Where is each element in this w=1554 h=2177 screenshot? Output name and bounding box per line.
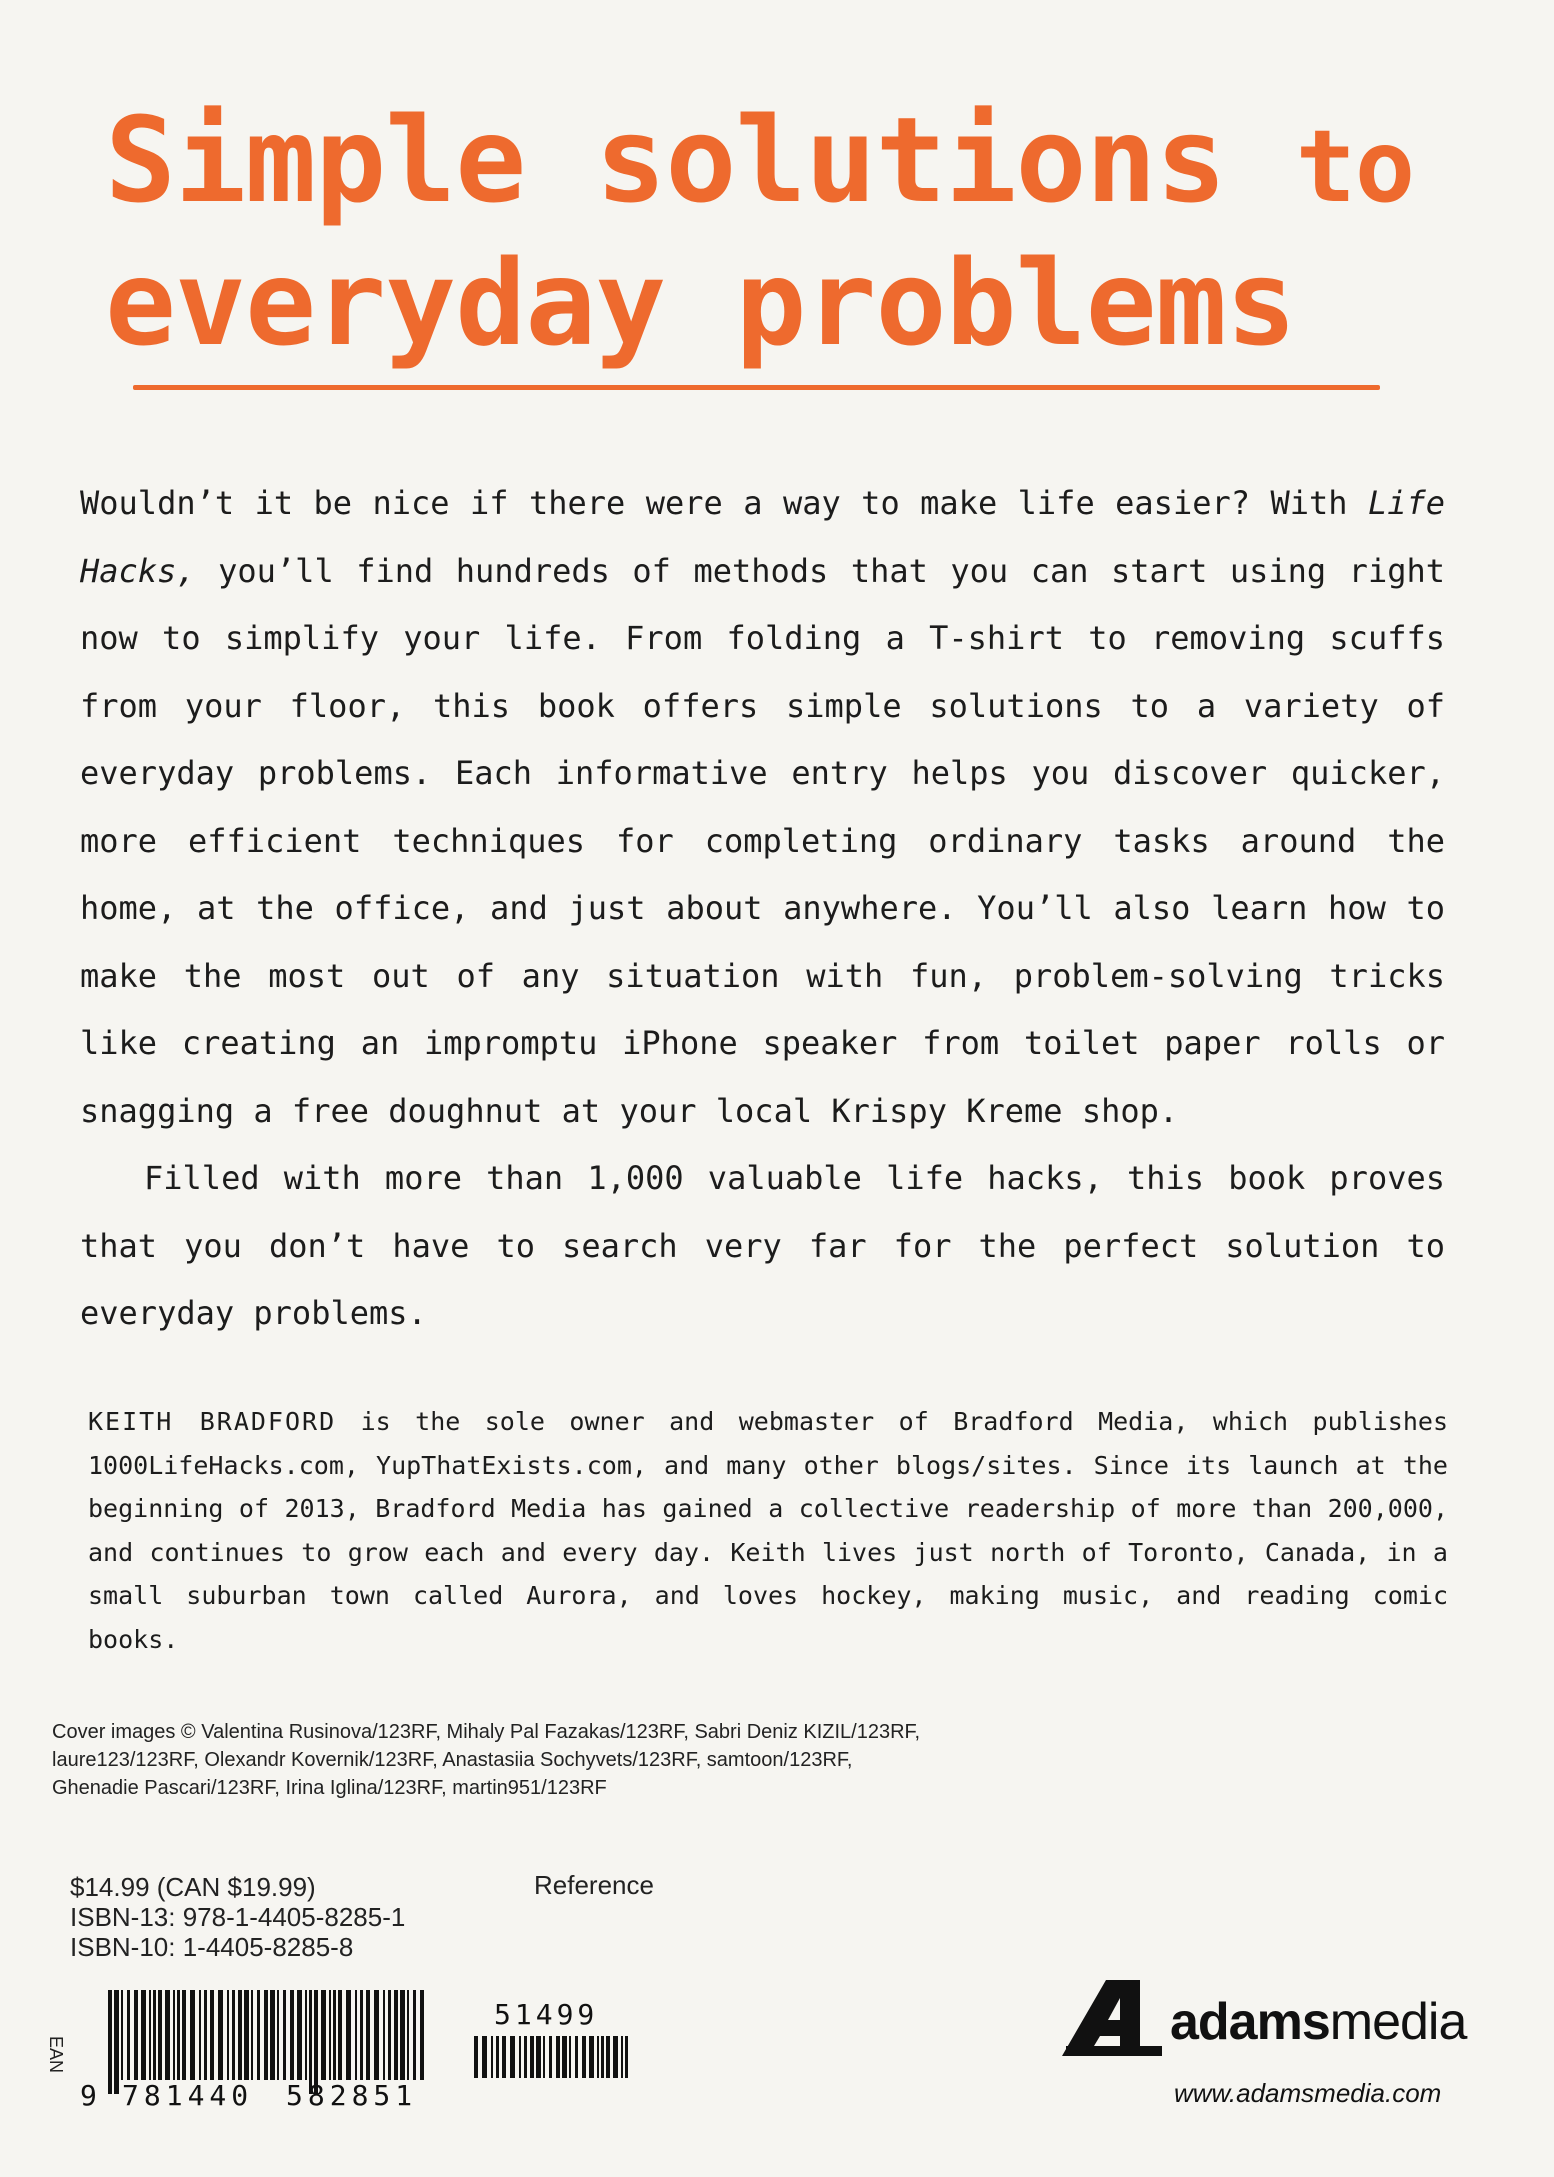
barcode-bar	[383, 1990, 385, 2080]
barcode-bar	[519, 2036, 521, 2078]
barcode-bar	[141, 1990, 146, 2080]
barcode-bar	[597, 2036, 599, 2078]
barcode-bar	[575, 2036, 578, 2078]
barcode-bar	[149, 1990, 151, 2080]
barcode-bar	[305, 1990, 307, 2080]
barcode-bar	[413, 1990, 416, 2080]
barcode-bar	[601, 2036, 604, 2078]
barcode-bar	[257, 1990, 260, 2080]
barcode-bar	[158, 1990, 162, 2080]
barcode-bar	[165, 1990, 170, 2080]
author-bio	[88, 1400, 1448, 1661]
barcode-bar	[400, 1990, 405, 2080]
blurb-paragraph-1	[80, 470, 1445, 1145]
publisher-logo	[1062, 1974, 1492, 2074]
barcode-bar	[482, 2036, 487, 2078]
barcode-addon-icon	[472, 2036, 632, 2092]
barcode-bar	[218, 1990, 223, 2080]
headline-line1-part2: to	[1295, 108, 1415, 225]
barcode-bar	[204, 1990, 207, 2080]
publisher-block	[1062, 1974, 1492, 2124]
barcode-bar	[108, 1990, 112, 2094]
barcode-bar	[625, 2036, 628, 2078]
barcode-bar	[543, 2036, 545, 2078]
barcode-bar	[190, 1990, 195, 2080]
barcode-bar	[502, 2036, 506, 2078]
barcode-bar	[524, 2036, 527, 2078]
barcode-bar	[333, 1990, 336, 2080]
author-name: KEITH BRADFORD	[88, 1407, 337, 1436]
barcode-bar	[582, 2036, 586, 2078]
blurb-p1-intro: Wouldn’t it be nice if there were a way to make life easier? With	[80, 484, 1348, 522]
barcode-bar	[244, 1990, 249, 2080]
barcode-bar	[491, 2036, 493, 2078]
barcode-bar	[562, 2036, 567, 2078]
barcode-digits-right: 582851	[286, 2079, 418, 2112]
barcode-bar	[366, 1990, 370, 2080]
barcode-bar	[536, 2036, 541, 2078]
publisher-name	[1170, 1992, 1466, 2052]
isbn-10: ISBN-10: 1-4405-8285-8	[70, 1932, 354, 1962]
barcode-bar	[121, 1990, 123, 2080]
barcode-bar	[530, 2036, 534, 2078]
barcode-bar	[510, 2036, 515, 2078]
publisher-name-light: media	[1329, 1993, 1467, 2051]
barcode-bar	[182, 1990, 186, 2080]
barcode-bar	[277, 1990, 279, 2080]
barcode-bar	[355, 1990, 357, 2080]
barcode-bar	[153, 1990, 156, 2080]
barcode-bar	[394, 1990, 398, 2080]
barcode-bar	[407, 1990, 409, 2080]
adams-media-logo-icon	[1062, 1976, 1166, 2064]
barcode-bar	[232, 1990, 235, 2080]
barcode-bar	[329, 1990, 331, 2080]
barcode-bar	[420, 1990, 424, 2080]
barcode-bar	[227, 1990, 229, 2080]
barcode-digits-left: 781440	[122, 2079, 254, 2112]
barcode-bar	[474, 2036, 478, 2078]
isbn-13: ISBN-13: 978-1-4405-8285-1	[70, 1902, 406, 1932]
barcode-bar	[297, 1990, 302, 2080]
barcode-bar	[264, 1990, 268, 2080]
headline	[105, 92, 1445, 371]
pricing-block	[70, 1872, 490, 1962]
barcode-bar	[388, 1990, 391, 2080]
barcode-bar	[114, 1990, 119, 2094]
ean-label: EAN	[46, 2036, 66, 2074]
cover-image-credits: Cover images © Valentina Rusinova/123RF, Mihaly Pal Fazakas/123RF, Sabri Deniz KIZIL/123RF, laure123/123RF, Olexandr Kovernik/123RF, Anastasiia Sochyvets/123RF, samtoon/123RF, Ghenadie Pascari/123RF, Irina Iglina/123RF, martin951/123RF	[52, 1721, 921, 1799]
barcode-bar	[238, 1990, 242, 2080]
price: $14.99 (CAN $19.99)	[70, 1872, 316, 1902]
book-title: Life Hacks,	[80, 484, 1445, 590]
barcode-bar	[283, 1990, 286, 2080]
barcode-bar	[613, 2036, 618, 2078]
description-blurb	[80, 470, 1445, 1348]
blurb-paragraph-2: Filled with more than 1,000 valuable life hacks, this book proves that you don’t have to search very far for the perfect solution to everyday problems.	[80, 1159, 1445, 1332]
barcode-bar	[496, 2036, 499, 2078]
barcode-bar	[127, 1990, 130, 2080]
barcode-bar	[346, 1990, 351, 2080]
barcode-bar	[374, 1990, 379, 2080]
barcode-bar	[569, 2036, 571, 2078]
barcode-bar	[173, 1990, 175, 2080]
publisher-url: www.adamsmedia.com	[1174, 2078, 1442, 2108]
barcode-bar	[589, 2036, 594, 2078]
barcode-addon-digits: 51499	[494, 1998, 599, 2031]
barcode-bar	[199, 1990, 201, 2080]
blurb-p1-body: you’ll find hundreds of methods that you can start using right now to simplify your life. From folding a T-shirt to removing scuffs from your floor, this book offers simple solutions to a variety of everyday problems. Each informative entry helps you discover quicker, more efficient techniques for completing ordinary tasks around the home, at the office, and just about anywhere. You’ll also learn how to make the most out of any situation with fun, problem-solving tricks like creating an impromptu iPhone speaker from toilet paper rolls or snagging a free doughnut at your local Krispy Kreme shop.	[80, 551, 1446, 1130]
barcode-bar	[210, 1990, 214, 2080]
barcode-bar	[621, 2036, 623, 2078]
headline-line2: everyday problems	[105, 234, 1296, 372]
barcode-digit-first: 9	[80, 2079, 97, 2112]
barcode-bar	[360, 1990, 363, 2080]
barcode-bar	[321, 1990, 326, 2080]
author-bio-text: is the sole owner and webmaster of Bradford Media, which publishes 1000LifeHacks.com, YupThatExists.com, and many other blogs/sites. Since its launch at the beginning of 2013, Bradford Media has gained a collective readership of more than 200,000, and continues to grow each and every day. Keith lives just north of Toronto, Canada, in a small suburban town called Aurora, and loves hockey, making music, and reading comic books.	[88, 1407, 1449, 1654]
headline-underline	[133, 385, 1380, 390]
barcode-bar	[556, 2036, 560, 2078]
barcode-bar	[338, 1990, 342, 2080]
headline-line1-part1: Simple solutions	[105, 91, 1226, 229]
barcode-bar	[270, 1990, 275, 2080]
barcode-bar	[290, 1990, 294, 2080]
publisher-name-bold: adams	[1170, 1993, 1330, 2051]
barcode-bar	[251, 1990, 253, 2080]
barcode-bar	[177, 1990, 180, 2080]
category-label: Reference	[534, 1870, 654, 1900]
barcode-bar	[134, 1990, 138, 2080]
barcode-bar	[549, 2036, 552, 2078]
barcode-bar	[606, 2036, 610, 2078]
